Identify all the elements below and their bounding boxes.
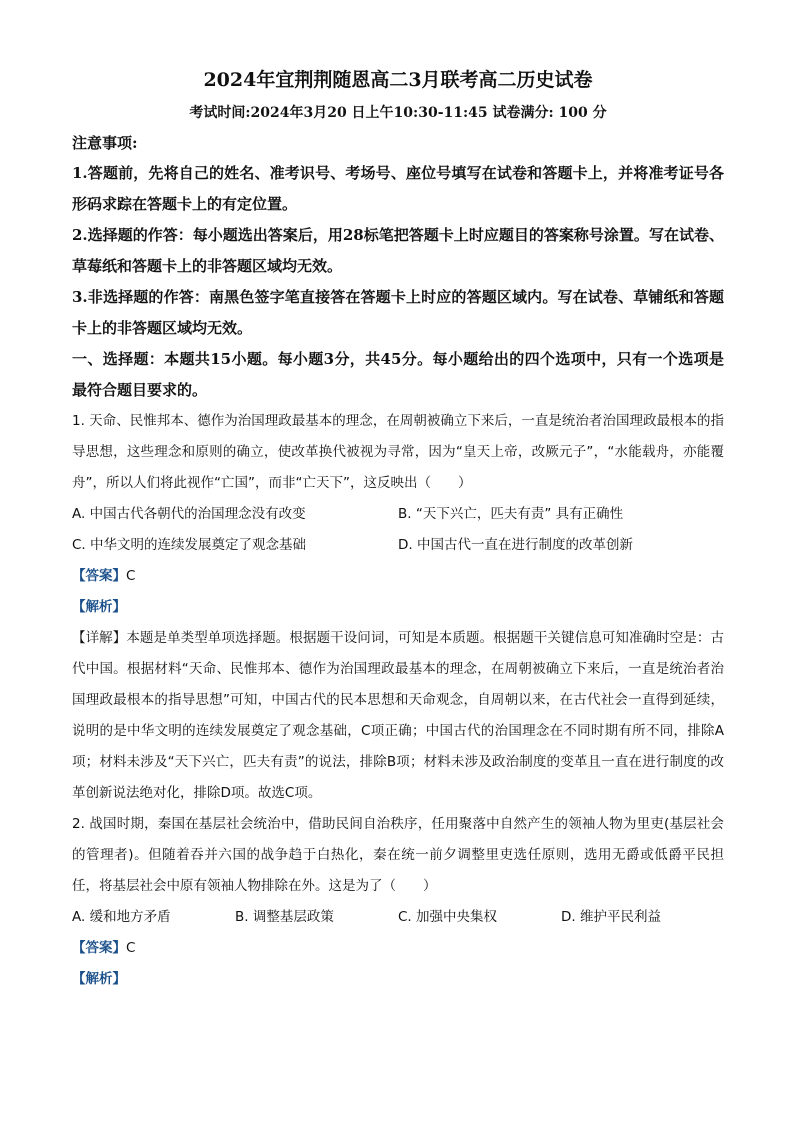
question-2-options: [72, 902, 724, 933]
question-1-option-d: D. 中国古代一直在进行制度的改革创新: [398, 537, 633, 553]
question-2-option-d: D. 维护平民利益: [561, 909, 661, 925]
question-2-analysis: [72, 964, 724, 995]
answer-label: 【答案】: [72, 568, 126, 584]
section-heading: 一、选择题：本题共15小题。每小题3分，共45分。每小题给出的四个选项中，只有一个选项是最符合题目要求的。: [72, 350, 724, 399]
detail-text: 本题是单类型单项选择题。根据题干设问词，可知是本质题。根据题干关键信息可知准确时空是：古代中国。根据材料“天命、民惟邦本、德作为治国理政最基本的理念，在周朝被确立下来后，一直是统治者治国理政最根本的指导思想”可知，中国古代的民本思想和天命观念，自周朝以来，在古代社会一直得到延续，说明的是中华文明的连续发展奠定了观念基础，C项正确；中国古代的治国理念在不同时期有所不同，排除A项；材料未涉及“天下兴亡，匹夫有责”的说法，排除B项；材料未涉及政治制度的变革且一直在进行制度的改革创新说法绝对化，排除D项。故选C项。: [72, 630, 725, 801]
exam-info: 考试时间:2024年3月20 日上午10:30-11:45 试卷满分: 100 分: [189, 105, 607, 121]
question-1-answer: [72, 561, 724, 592]
note-item-2: 2.选择题的作答：每小题选出答案后，用28标笔把答题卡上时应题目的答案称号涂置。写在试卷、草莓纸和答题卡上的非答题区域均无效。: [72, 226, 724, 275]
question-1-option-a: A. 中国古代各朝代的治国理念没有改变: [72, 506, 306, 522]
note-item-3: 3.非选择题的作答：南黑色签字笔直接答在答题卡上时应的答题区域内。写在试卷、草铺纸和答题卡上的非答题区域均无效。: [72, 288, 724, 337]
question-2-answer: [72, 933, 724, 964]
question-1-detail: [72, 623, 724, 809]
note-item-1: 1.答题前，先将自己的姓名、准考识号、考场号、座位号填写在试卷和答题卡上，并将准考证号各形码求踪在答题卡上的有定位置。: [72, 164, 724, 213]
question-1-options: [72, 499, 724, 561]
answer-value: C: [126, 940, 136, 956]
page-title: 2024年宜荆荆随恩高二3月联考高二历史试卷: [203, 69, 593, 91]
question-2-stem: 2. 战国时期，秦国在基层社会统治中，借助民间自治秩序，任用聚落中自然产生的领袖人物为里吏(基层社会的管理者)。但随着吞并六国的战争趋于白热化，秦在统一前夕调整里吏选任原则，选用无爵或低爵平民担任，将基层社会中原有领袖人物排除在外。这是为了（ ）: [72, 816, 724, 894]
question-1-option-c: C. 中华文明的连续发展奠定了观念基础: [72, 537, 307, 553]
question-1-stem: 1. 天命、民惟邦本、德作为治国理政最基本的理念，在周朝被确立下来后，一直是统治者治国理政最根本的指导思想，这些理念和原则的确立，使改革换代被视为寻常，因为“皇天上帝，改厥元子”，“水能载舟，亦能覆舟”，所以人们将此视作“亡国”，而非“亡天下”，这反映出（ ）: [72, 413, 724, 491]
detail-label: 【详解】: [72, 630, 127, 646]
question-2-option-c: C. 加强中央集权: [398, 909, 498, 925]
answer-value: C: [126, 568, 136, 584]
question-1-option-b: B. “天下兴亡，匹夫有责” 具有正确性: [398, 506, 624, 522]
question-1-analysis: [72, 592, 724, 623]
answer-label: 【答案】: [72, 940, 126, 956]
question-2-option-b: B. 调整基层政策: [235, 909, 334, 925]
notes-heading: 注意事项:: [72, 134, 138, 152]
question-2-option-a: A. 缓和地方矛盾: [72, 909, 171, 925]
analysis-label: 【解析】: [72, 971, 126, 987]
exam-page: [72, 66, 724, 995]
analysis-label: 【解析】: [72, 599, 126, 615]
